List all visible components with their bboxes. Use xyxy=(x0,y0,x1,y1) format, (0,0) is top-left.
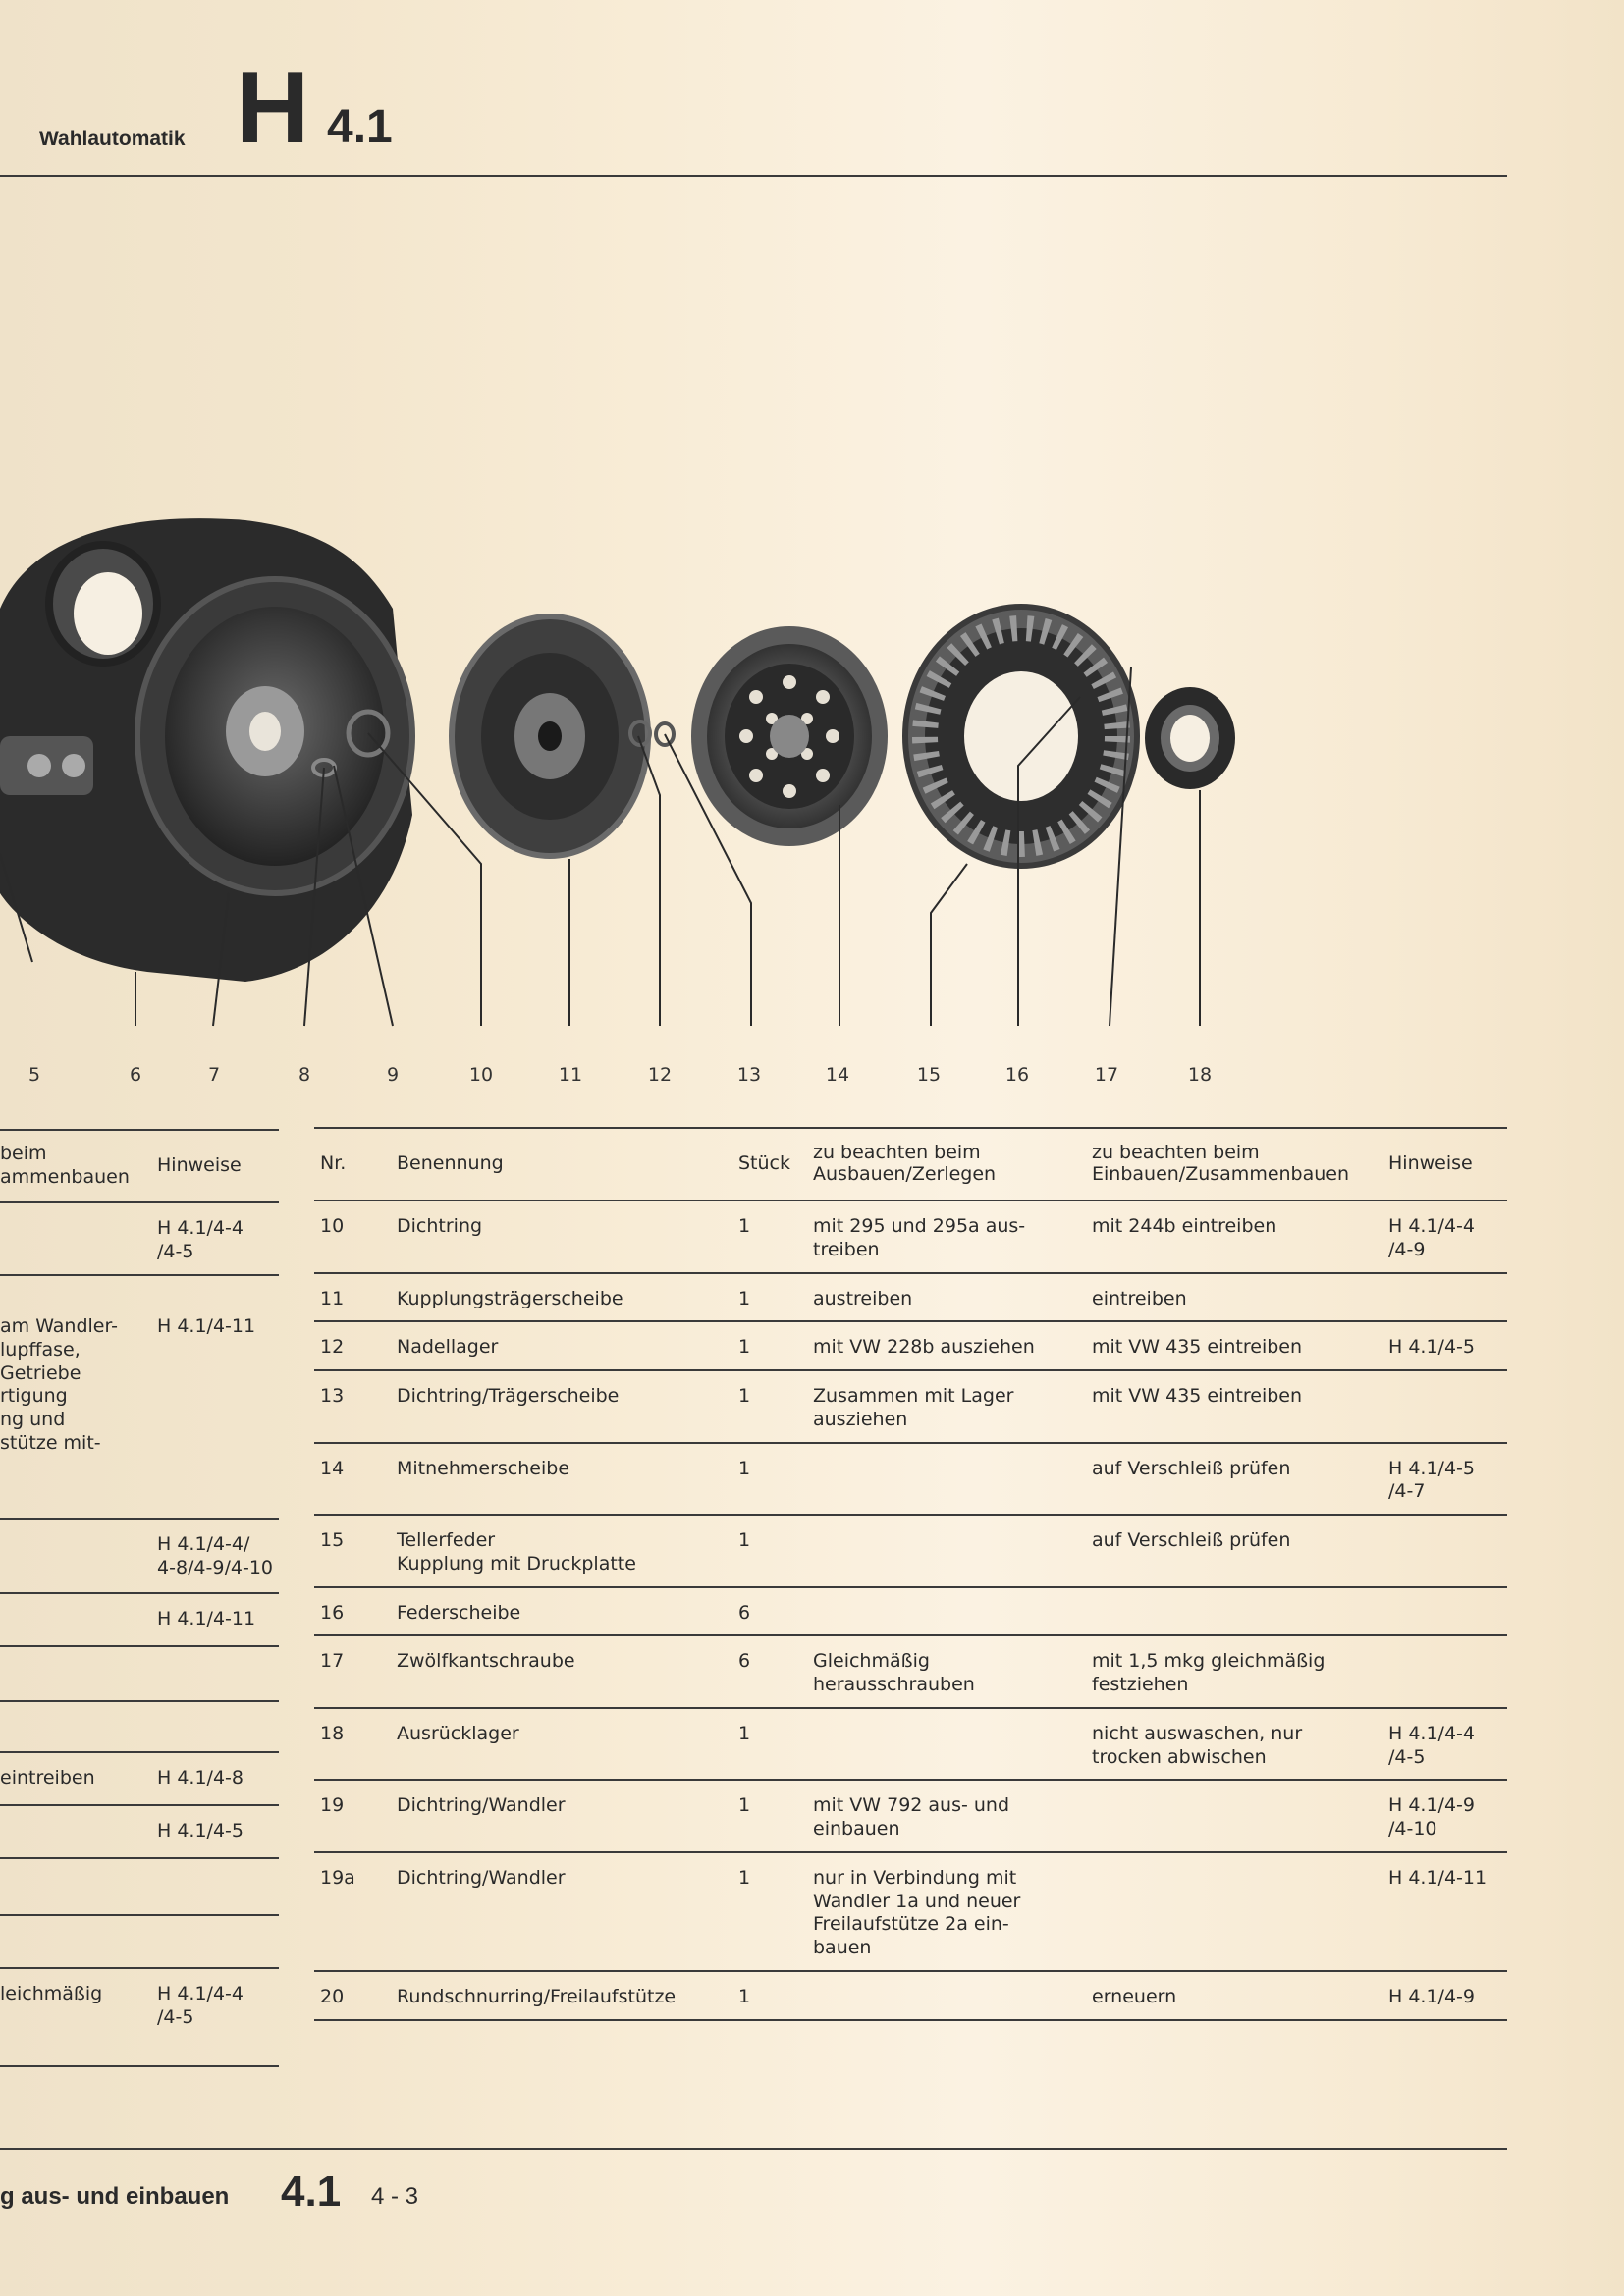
table-row xyxy=(314,1852,1507,1971)
cell-hinweise: H 4.1/4-5 /4-7 xyxy=(1388,1457,1475,1503)
table-row xyxy=(314,1201,1507,1273)
cell-hinweise: H 4.1/4-9 xyxy=(1388,1985,1475,2007)
release-bearing xyxy=(1145,687,1235,789)
parts-table xyxy=(314,1127,1507,2021)
cell-ausbauen: Gleichmäßig herausschrauben xyxy=(813,1650,975,1695)
cell-benennung: Dichtring/Wandler xyxy=(397,1794,566,1817)
cell-nr: 11 xyxy=(320,1287,345,1309)
cell-nr: 16 xyxy=(320,1601,345,1624)
table-row xyxy=(314,1587,1507,1636)
callout-12: 12 xyxy=(647,1064,673,1086)
cell-ausbauen: austreiben xyxy=(813,1287,913,1309)
callout-13: 13 xyxy=(736,1064,762,1086)
cell-einbauen: erneuern xyxy=(1092,1985,1177,2007)
left-row-rule xyxy=(0,2065,279,2067)
cell-benennung: Rundschnurring/Freilaufstütze xyxy=(397,1985,677,2007)
footer-page-number: 4 - 3 xyxy=(371,2183,419,2210)
table-row xyxy=(314,1321,1507,1370)
table-row xyxy=(314,1443,1507,1516)
transmission-housing xyxy=(0,518,412,982)
cell-stueck: 1 xyxy=(738,1385,751,1407)
cell-benennung: Zwölfkantschraube xyxy=(397,1650,575,1673)
cell-stueck: 1 xyxy=(738,1794,751,1817)
footer-rule xyxy=(0,2148,1507,2150)
cell-benennung: Tellerfeder Kupplung mit Druckplatte xyxy=(397,1529,636,1575)
cell-ausbauen: mit VW 792 aus- und einbauen xyxy=(813,1794,1010,1840)
cell-hinweise xyxy=(1382,1635,1507,1708)
cell-benennung: Kupplungsträgerscheibe xyxy=(397,1287,623,1309)
cell-ausbauen: mit 295 und 295a aus- treiben xyxy=(813,1215,1026,1260)
callout-14: 14 xyxy=(825,1064,850,1086)
footer-title: g aus- und einbauen xyxy=(0,2183,230,2210)
cell-ausbauen xyxy=(807,1971,1086,2020)
left-header-hinweise: Hinweise xyxy=(157,1154,242,1176)
cell-ausbauen xyxy=(807,1587,1086,1636)
callout-11: 11 xyxy=(558,1064,583,1086)
header-stueck: Stück xyxy=(738,1152,791,1175)
left-row-rule xyxy=(0,1857,279,1859)
cell-benennung: Dichtring xyxy=(397,1215,483,1237)
cell-einbauen: auf Verschleiß prüfen xyxy=(1092,1457,1291,1479)
cell-stueck: 6 xyxy=(738,1601,751,1624)
cell-nr: 18 xyxy=(320,1722,345,1744)
cell-benennung: Nadellager xyxy=(397,1336,499,1359)
cell-stueck: 1 xyxy=(738,1287,751,1309)
left-row-hinweise: H 4.1/4-4 /4-5 xyxy=(157,1217,244,1262)
left-row-hinweise: H 4.1/4-5 xyxy=(157,1820,244,1842)
table-row xyxy=(314,1971,1507,2020)
cell-einbauen: mit VW 435 eintreiben xyxy=(1092,1385,1303,1407)
callout-16: 16 xyxy=(1004,1064,1030,1086)
callout-15: 15 xyxy=(916,1064,942,1086)
cell-einbauen: nicht auswaschen, nur trocken abwischen xyxy=(1092,1722,1303,1768)
footer-section: 4.1 xyxy=(281,2167,342,2216)
cell-benennung: Federscheibe xyxy=(397,1601,521,1624)
left-row-rule xyxy=(0,1274,279,1276)
callout-5: 5 xyxy=(27,1064,41,1086)
table-row xyxy=(314,1708,1507,1781)
cell-einbauen: mit 1,5 mkg gleichmäßig festziehen xyxy=(1092,1650,1326,1695)
cell-einbauen: auf Verschleiß prüfen xyxy=(1092,1529,1291,1551)
cell-nr: 10 xyxy=(320,1215,345,1237)
cell-stueck: 1 xyxy=(738,1529,751,1551)
cell-benennung: Mitnehmerscheibe xyxy=(397,1457,570,1479)
cell-hinweise xyxy=(1382,1370,1507,1443)
callout-8: 8 xyxy=(298,1064,311,1086)
cell-einbauen xyxy=(1086,1587,1382,1636)
parts-table-header xyxy=(314,1128,1507,1201)
left-row-rule xyxy=(0,1804,279,1806)
clutch-carrier-disc xyxy=(452,616,674,856)
cell-stueck: 1 xyxy=(738,1866,751,1889)
left-row-hinweise: H 4.1/4-4 /4-5 xyxy=(157,1983,244,2028)
cell-benennung: Dichtring/Trägerscheibe xyxy=(397,1385,620,1407)
cell-nr: 12 xyxy=(320,1336,345,1359)
parts-table-body xyxy=(314,1201,1507,2020)
left-row-text: leichmäßig xyxy=(0,1983,103,2004)
cell-einbauen xyxy=(1086,1852,1382,1971)
cell-hinweise xyxy=(1382,1273,1507,1322)
table-row xyxy=(314,1515,1507,1587)
cell-nr: 17 xyxy=(320,1650,345,1673)
cell-stueck: 6 xyxy=(738,1650,751,1673)
callout-18: 18 xyxy=(1187,1064,1213,1086)
left-row-rule xyxy=(0,1751,279,1753)
header-ausbauen: zu beachten beim Ausbauen/Zerlegen xyxy=(813,1142,997,1185)
cell-einbauen xyxy=(1086,1780,1382,1852)
left-row-rule xyxy=(0,1967,279,1969)
table-row xyxy=(314,1780,1507,1852)
left-header-col-a: beim ammenbauen xyxy=(0,1143,130,1188)
cell-stueck: 1 xyxy=(738,1215,751,1237)
left-row-hinweise: H 4.1/4-11 xyxy=(157,1315,256,1337)
cell-ausbauen: Zusammen mit Lager ausziehen xyxy=(813,1385,1014,1430)
callout-9: 9 xyxy=(386,1064,400,1086)
cell-hinweise: H 4.1/4-4 /4-5 xyxy=(1388,1722,1475,1768)
cell-ausbauen xyxy=(807,1515,1086,1587)
callout-10: 10 xyxy=(468,1064,494,1086)
cell-nr: 19a xyxy=(320,1866,355,1889)
cell-hinweise xyxy=(1382,1587,1507,1636)
cell-nr: 15 xyxy=(320,1529,345,1551)
cell-hinweise xyxy=(1382,1515,1507,1587)
left-row-rule xyxy=(0,1700,279,1702)
left-row-rule xyxy=(0,1645,279,1647)
left-table-top-rule xyxy=(0,1129,279,1131)
section-title: Wahlautomatik xyxy=(39,128,186,150)
cell-hinweise: H 4.1/4-5 xyxy=(1388,1336,1475,1359)
cell-hinweise: H 4.1/4-4 /4-9 xyxy=(1388,1215,1475,1260)
header-einbauen: zu beachten beim Einbauen/Zusammenbauen xyxy=(1092,1142,1350,1185)
cell-stueck: 1 xyxy=(738,1336,751,1359)
driven-plate xyxy=(691,626,888,846)
left-row-text: eintreiben xyxy=(0,1767,95,1789)
left-row-rule xyxy=(0,1914,279,1916)
left-row-hinweise: H 4.1/4-4/ 4-8/4-9/4-10 xyxy=(157,1533,273,1578)
cell-einbauen: mit VW 435 eintreiben xyxy=(1092,1336,1303,1359)
section-code-letter: H xyxy=(236,51,310,165)
section-code-number: 4.1 xyxy=(327,101,393,153)
cell-benennung: Ausrücklager xyxy=(397,1722,519,1744)
cell-hinweise: H 4.1/4-9 /4-10 xyxy=(1388,1794,1475,1840)
left-row-hinweise: H 4.1/4-8 xyxy=(157,1767,244,1789)
cell-nr: 20 xyxy=(320,1985,345,2007)
callout-6: 6 xyxy=(129,1064,142,1086)
exploded-view-illustration xyxy=(0,501,1257,1090)
left-row-text: am Wandler- lupffase, Getriebe rtigung ng und stütze mit- xyxy=(0,1315,118,1454)
cell-einbauen: eintreiben xyxy=(1092,1287,1187,1309)
table-row xyxy=(314,1273,1507,1322)
left-row-rule xyxy=(0,1592,279,1594)
header-rule xyxy=(0,175,1507,177)
cell-stueck: 1 xyxy=(738,1457,751,1479)
callout-17: 17 xyxy=(1094,1064,1119,1086)
cell-einbauen: mit 244b eintreiben xyxy=(1092,1215,1277,1237)
header-nr: Nr. xyxy=(320,1152,347,1175)
cell-ausbauen: mit VW 228b ausziehen xyxy=(813,1336,1035,1359)
cell-ausbauen xyxy=(807,1708,1086,1781)
cell-benennung: Dichtring/Wandler xyxy=(397,1866,566,1889)
pressure-plate xyxy=(905,607,1137,866)
cell-hinweise: H 4.1/4-11 xyxy=(1388,1866,1488,1889)
table-row xyxy=(314,1635,1507,1708)
cell-stueck: 1 xyxy=(738,1985,751,2007)
cell-nr: 14 xyxy=(320,1457,345,1479)
header-hinweise: Hinweise xyxy=(1388,1152,1473,1175)
cell-stueck: 1 xyxy=(738,1722,751,1744)
left-row-rule xyxy=(0,1518,279,1520)
header-benennung: Benennung xyxy=(397,1152,504,1175)
table-row xyxy=(314,1370,1507,1443)
cell-ausbauen: nur in Verbindung mit Wandler 1a und neuer Freilaufstütze 2a ein- bauen xyxy=(813,1866,1021,1958)
callout-7: 7 xyxy=(207,1064,221,1086)
cell-nr: 13 xyxy=(320,1385,345,1407)
cell-ausbauen xyxy=(807,1443,1086,1516)
cell-nr: 19 xyxy=(320,1794,345,1817)
left-table-header-rule xyxy=(0,1201,279,1203)
left-row-hinweise: H 4.1/4-11 xyxy=(157,1608,256,1629)
